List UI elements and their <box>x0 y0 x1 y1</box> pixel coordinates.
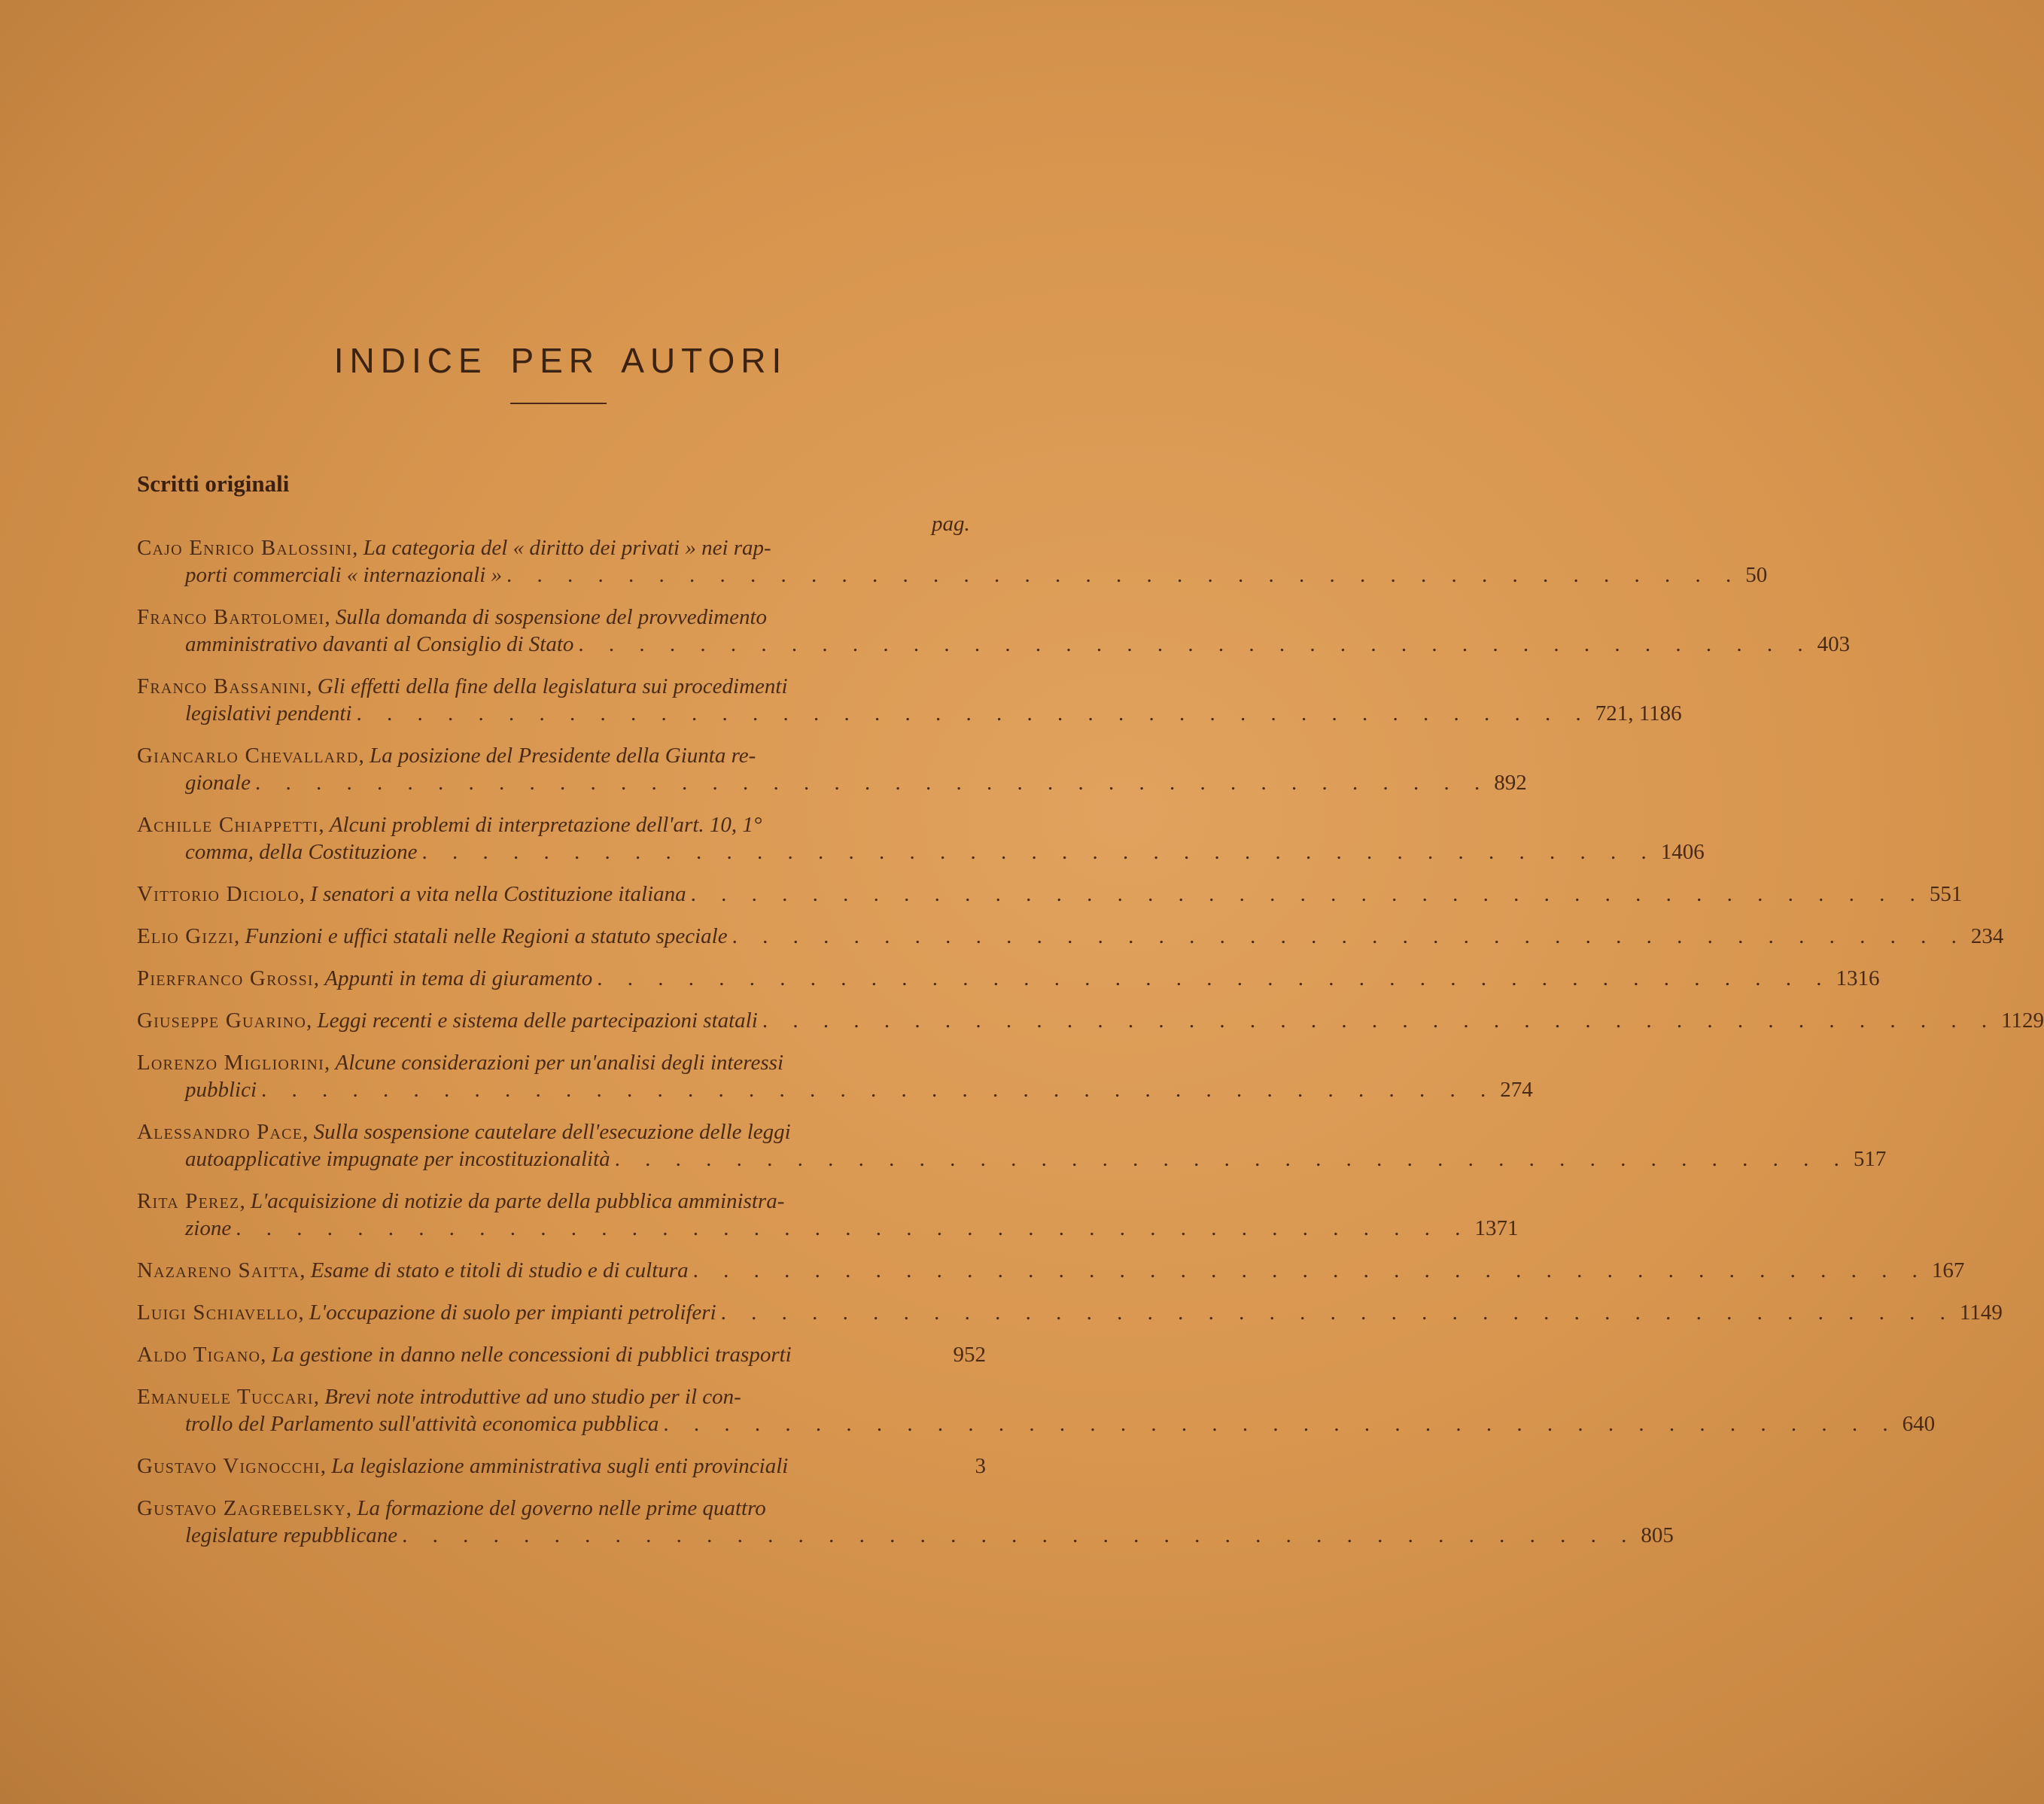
entry-title-cont: zione <box>185 1216 232 1240</box>
section-heading: Scritti originali <box>137 470 290 497</box>
entry-page: 892 <box>1494 771 1527 795</box>
entry-title: Leggi recenti e sistema delle partecipazioni statali <box>317 1008 758 1033</box>
index-entry: Rita Perez, L'acquisizione di notizie da parte della pubblica amministra- zione . . . 1371 <box>137 1188 986 1242</box>
entry-author: Elio Gizzi <box>137 924 234 948</box>
index-entry: Alessandro Pace, Sulla sospensione cautelare dell'esecuzione delle leggi autoapplicative impugnate per incostituzionalità . . . 517 <box>137 1118 986 1173</box>
dot-leader <box>693 1257 1927 1284</box>
entry-author: Giancarlo Chevallard <box>137 744 359 768</box>
entry-title-cont: legislativi pendenti <box>185 701 352 726</box>
entry-title: Funzioni e uffici statali nelle Regioni a statuto speciale <box>245 924 728 948</box>
dot-leader <box>356 700 1590 727</box>
dot-leader <box>721 1299 1955 1326</box>
entry-author: Vittorio Diciolo <box>137 882 300 906</box>
dot-leader <box>663 1410 1897 1437</box>
dot-leader <box>402 1522 1636 1549</box>
entry-author: Gustavo Vignocchi <box>137 1454 321 1478</box>
entry-author: Franco Bartolomei <box>137 605 325 629</box>
pag-label: pag. <box>932 512 970 536</box>
entry-page: 1371 <box>1474 1216 1519 1240</box>
entry-title: La posizione del Presidente della Giunta re- <box>370 744 756 768</box>
entry-page: 1316 <box>1836 966 1880 990</box>
entry-author: Giuseppe Guarino <box>137 1008 307 1033</box>
entry-page: 234 <box>1970 924 2004 948</box>
index-entry: Vittorio Diciolo, I senatori a vita nella Costituzione italiana . . . 551 <box>137 881 986 908</box>
index-entry: Emanuele Tuccari, Brevi note introduttive ad uno studio per il con- trollo del Parlamento sull'attività economica pubblica . . . 640 <box>137 1383 986 1437</box>
entry-page: 403 <box>1817 632 1851 656</box>
entry-title-cont: legislature repubblicane <box>185 1523 398 1547</box>
entry-title: La gestione in danno nelle concessioni di pubblici trasporti <box>271 1343 792 1367</box>
index-entry: Nazareno Saitta, Esame di stato e titoli di studio e di cultura . . . 167 <box>137 1257 986 1284</box>
entry-title-cont: trollo del Parlamento sull'attività economica pubblica <box>185 1412 659 1436</box>
page-title: INDICE PER AUTORI <box>333 341 788 380</box>
index-entry: Giancarlo Chevallard, La posizione del Presidente della Giunta re- gionale . . . 892 <box>137 742 986 796</box>
dot-leader <box>261 1076 1495 1103</box>
entry-title: Alcune considerazioni per un'analisi degli interessi <box>335 1051 784 1075</box>
entry-title: Sulla domanda di sospensione del provvedimento <box>335 605 768 629</box>
entry-author: Nazareno Saitta <box>137 1258 300 1282</box>
entry-author: Achille Chiappetti <box>137 813 319 837</box>
dot-leader <box>506 561 1741 589</box>
entry-page: 1149 <box>1959 1301 2003 1325</box>
entry-author: Lorenzo Migliorini <box>137 1051 324 1075</box>
entry-page: 805 <box>1641 1523 1674 1547</box>
entry-page: 1129 <box>2001 1008 2044 1033</box>
entry-author: Cajo Enrico Balossini <box>137 536 353 560</box>
index-entry: Gustavo Vignocchi, La legislazione amministrativa sugli enti provinciali 3 <box>137 1454 986 1478</box>
entry-title-cont: gionale <box>185 771 251 795</box>
entry-page: 3 <box>975 1454 986 1478</box>
dot-leader <box>732 923 1966 950</box>
index-entry: Franco Bartolomei, Sulla domanda di sospensione del provvedimento amministrativo davanti al Consiglio di Stato . . . 403 <box>137 604 986 658</box>
index-entry: Aldo Tigano, La gestione in danno nelle concessioni di pubblici trasporti 952 <box>137 1343 986 1367</box>
entry-title-cont: pubblici <box>185 1078 257 1102</box>
entry-title: La legislazione amministrativa sugli enti provinciali <box>331 1454 789 1478</box>
entry-page: 50 <box>1745 563 1768 587</box>
entry-title: La categoria del « diritto dei privati » nei rap- <box>363 536 771 560</box>
dot-leader <box>578 631 1812 658</box>
entry-author: Alessandro Pace <box>137 1120 303 1144</box>
index-entries <box>137 534 2044 1564</box>
entry-title: La formazione del governo nelle prime quattro <box>357 1496 766 1520</box>
entry-author: Franco Bassanini <box>137 674 307 698</box>
index-entry: Pierfranco Grossi, Appunti in tema di giuramento . . . 1316 <box>137 965 986 992</box>
entry-author: Luigi Schiavello <box>137 1301 299 1325</box>
index-entry: Elio Gizzi, Funzioni e uffici statali nelle Regioni a statuto speciale . . . 234 <box>137 923 986 950</box>
entry-author: Rita Perez <box>137 1189 240 1213</box>
entry-page: 1406 <box>1660 840 1705 864</box>
entry-title: Esame di stato e titoli di studio e di cultura <box>310 1258 689 1282</box>
entry-author: Gustavo Zagrebelsky <box>137 1496 346 1520</box>
entry-page: 721, 1186 <box>1595 701 1682 726</box>
dot-leader <box>691 881 1925 908</box>
title-rule <box>510 403 607 404</box>
entry-title-cont: porti commerciali « internazionali » <box>185 563 503 587</box>
index-entry: Achille Chiappetti, Alcuni problemi di interpretazione dell'art. 10, 1° comma, della Costituzione . . . 1406 <box>137 811 986 865</box>
entry-author: Pierfranco Grossi <box>137 966 314 990</box>
entry-title: Alcuni problemi di interpretazione dell'art. 10, 1° <box>329 813 762 837</box>
entry-author: Emanuele Tuccari <box>137 1385 314 1409</box>
entry-title: Sulla sospensione cautelare dell'esecuzione delle leggi <box>313 1120 791 1144</box>
entry-title: Gli effetti della fine della legislatura sui procedimenti <box>317 674 788 698</box>
index-entry: Gustavo Zagrebelsky, La formazione del governo nelle prime quattro legislature repubblicane . . . 805 <box>137 1495 986 1549</box>
entry-author: Aldo Tigano <box>137 1343 261 1367</box>
entry-title-cont: amministrativo davanti al Consiglio di Stato <box>185 632 574 656</box>
dot-leader <box>597 965 1831 992</box>
dot-leader <box>762 1007 1997 1034</box>
entry-title: Brevi note introduttive ad uno studio per il con- <box>324 1385 741 1409</box>
entry-page: 517 <box>1853 1147 1887 1171</box>
index-entry: Franco Bassanini, Gli effetti della fine della legislatura sui procedimenti legislativi pendenti . . . 721, 1186 <box>137 673 986 727</box>
entry-page: 952 <box>953 1343 986 1367</box>
dot-leader <box>255 769 1489 796</box>
entry-page: 167 <box>1931 1258 1965 1282</box>
entry-title: L'occupazione di suolo per impianti petroliferi <box>309 1301 716 1325</box>
entry-title: L'acquisizione di notizie da parte della pubblica amministra- <box>250 1189 785 1213</box>
entry-title-cont: autoapplicative impugnate per incostituzionalità <box>185 1147 610 1171</box>
entry-page: 551 <box>1929 882 1963 906</box>
entry-page: 640 <box>1902 1412 1936 1436</box>
entry-title: I senatori a vita nella Costituzione italiana <box>310 882 686 906</box>
index-entry: Luigi Schiavello, L'occupazione di suolo per impianti petroliferi . . . 1149 <box>137 1299 986 1326</box>
dot-leader <box>615 1145 1849 1173</box>
dot-leader <box>422 838 1656 865</box>
entry-title-cont: comma, della Costituzione <box>185 840 418 864</box>
entry-title: Appunti in tema di giuramento <box>324 966 593 990</box>
dot-leader <box>236 1215 1470 1242</box>
index-entry: Cajo Enrico Balossini, La categoria del « diritto dei privati » nei rap- porti commerciali « internazionali » . . . 50 <box>137 534 986 589</box>
index-entry: Giuseppe Guarino, Leggi recenti e sistema delle partecipazioni statali . . . 1129 <box>137 1007 986 1034</box>
entry-page: 274 <box>1500 1078 1533 1102</box>
index-entry: Lorenzo Migliorini, Alcune considerazioni per un'analisi degli interessi pubblici . . . 274 <box>137 1049 986 1103</box>
